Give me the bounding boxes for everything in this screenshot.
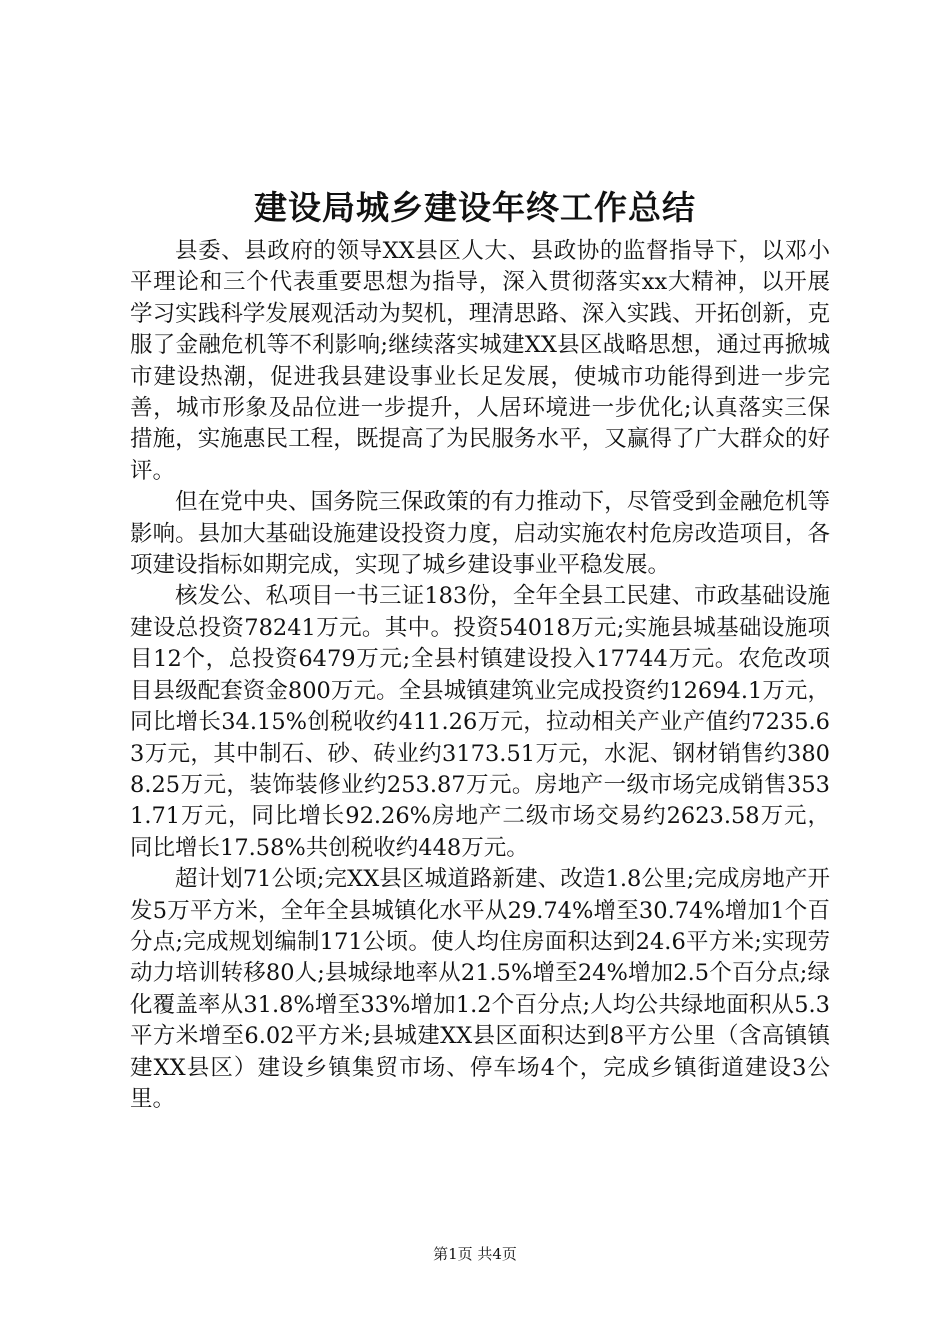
document-title: 建设局城乡建设年终工作总结 [254,188,696,227]
paragraph-3: 核发公、私项目一书三证183份，全年全县工民建、市政基础设施建设总投资78241万元。其中。投资54018万元;实施县城基础设施项目12个，总投资6479万元;全县村镇建设投入17744万元。农危改项目县级配套资金800万元。全县城镇建筑业完成投资约12694.1万元，同比增长34.15%创税收约411.26万元，拉动相关产业产值约7235.63万元，其中制石、砂、砖业约3173.51万元，水泥、钢材销售约3808.25万元，装饰装修业约253.87万元。房地产一级市场完成销售3531.71万元，同比增长92.26%房地产二级市场交易约2623.58万元，同比增长17.58%共创税收约448万元。 [130,583,830,861]
paragraph-4: 超计划71公顷;完XX县区城道路新建、改造1.8公里;完成房地产开发5万平方米，全年全县城镇化水平从29.74%增至30.74%增加1个百分点;完成规划编制171公顷。使人均住房面积达到24.6平方米;实现劳动力培训转移80人;县城绿地率从21.5%增至24%增加2.5个百分点;绿化覆盖率从31.8%增至33%增加1.2个百分点;人均公共绿地面积从5.3平方米增至6.02平方米;县城建XX县区面积达到8平方公里（含高镇镇建XX县区）建设乡镇集贸市场、停车场4个，完成乡镇街道建设3公里。 [130,866,830,1112]
page-number-footer: 第1页 共4页 [433,1245,517,1263]
document-body [130,236,830,1115]
paragraph-2: 但在党中央、国务院三保政策的有力推动下，尽管受到金融危机等影响。县加大基础设施建设投资力度，启动实施农村危房改造项目，各项建设指标如期完成，实现了城乡建设事业平稳发展。 [130,489,830,579]
paragraph-1: 县委、县政府的领导XX县区人大、县政协的监督指导下，以邓小平理论和三个代表重要思想为指导，深入贯彻落实xx大精神，以开展学习实践科学发展观活动为契机，理清思路、深入实践、开拓创新，克服了金融危机等不利影响;继续落实城建XX县区战略思想，通过再掀城市建设热潮，促进我县建设事业长足发展，使城市功能得到进一步完善，城市形象及品位进一步提升，人居环境进一步优化;认真落实三保措施，实施惠民工程，既提高了为民服务水平，又赢得了广大群众的好评。 [130,238,830,484]
